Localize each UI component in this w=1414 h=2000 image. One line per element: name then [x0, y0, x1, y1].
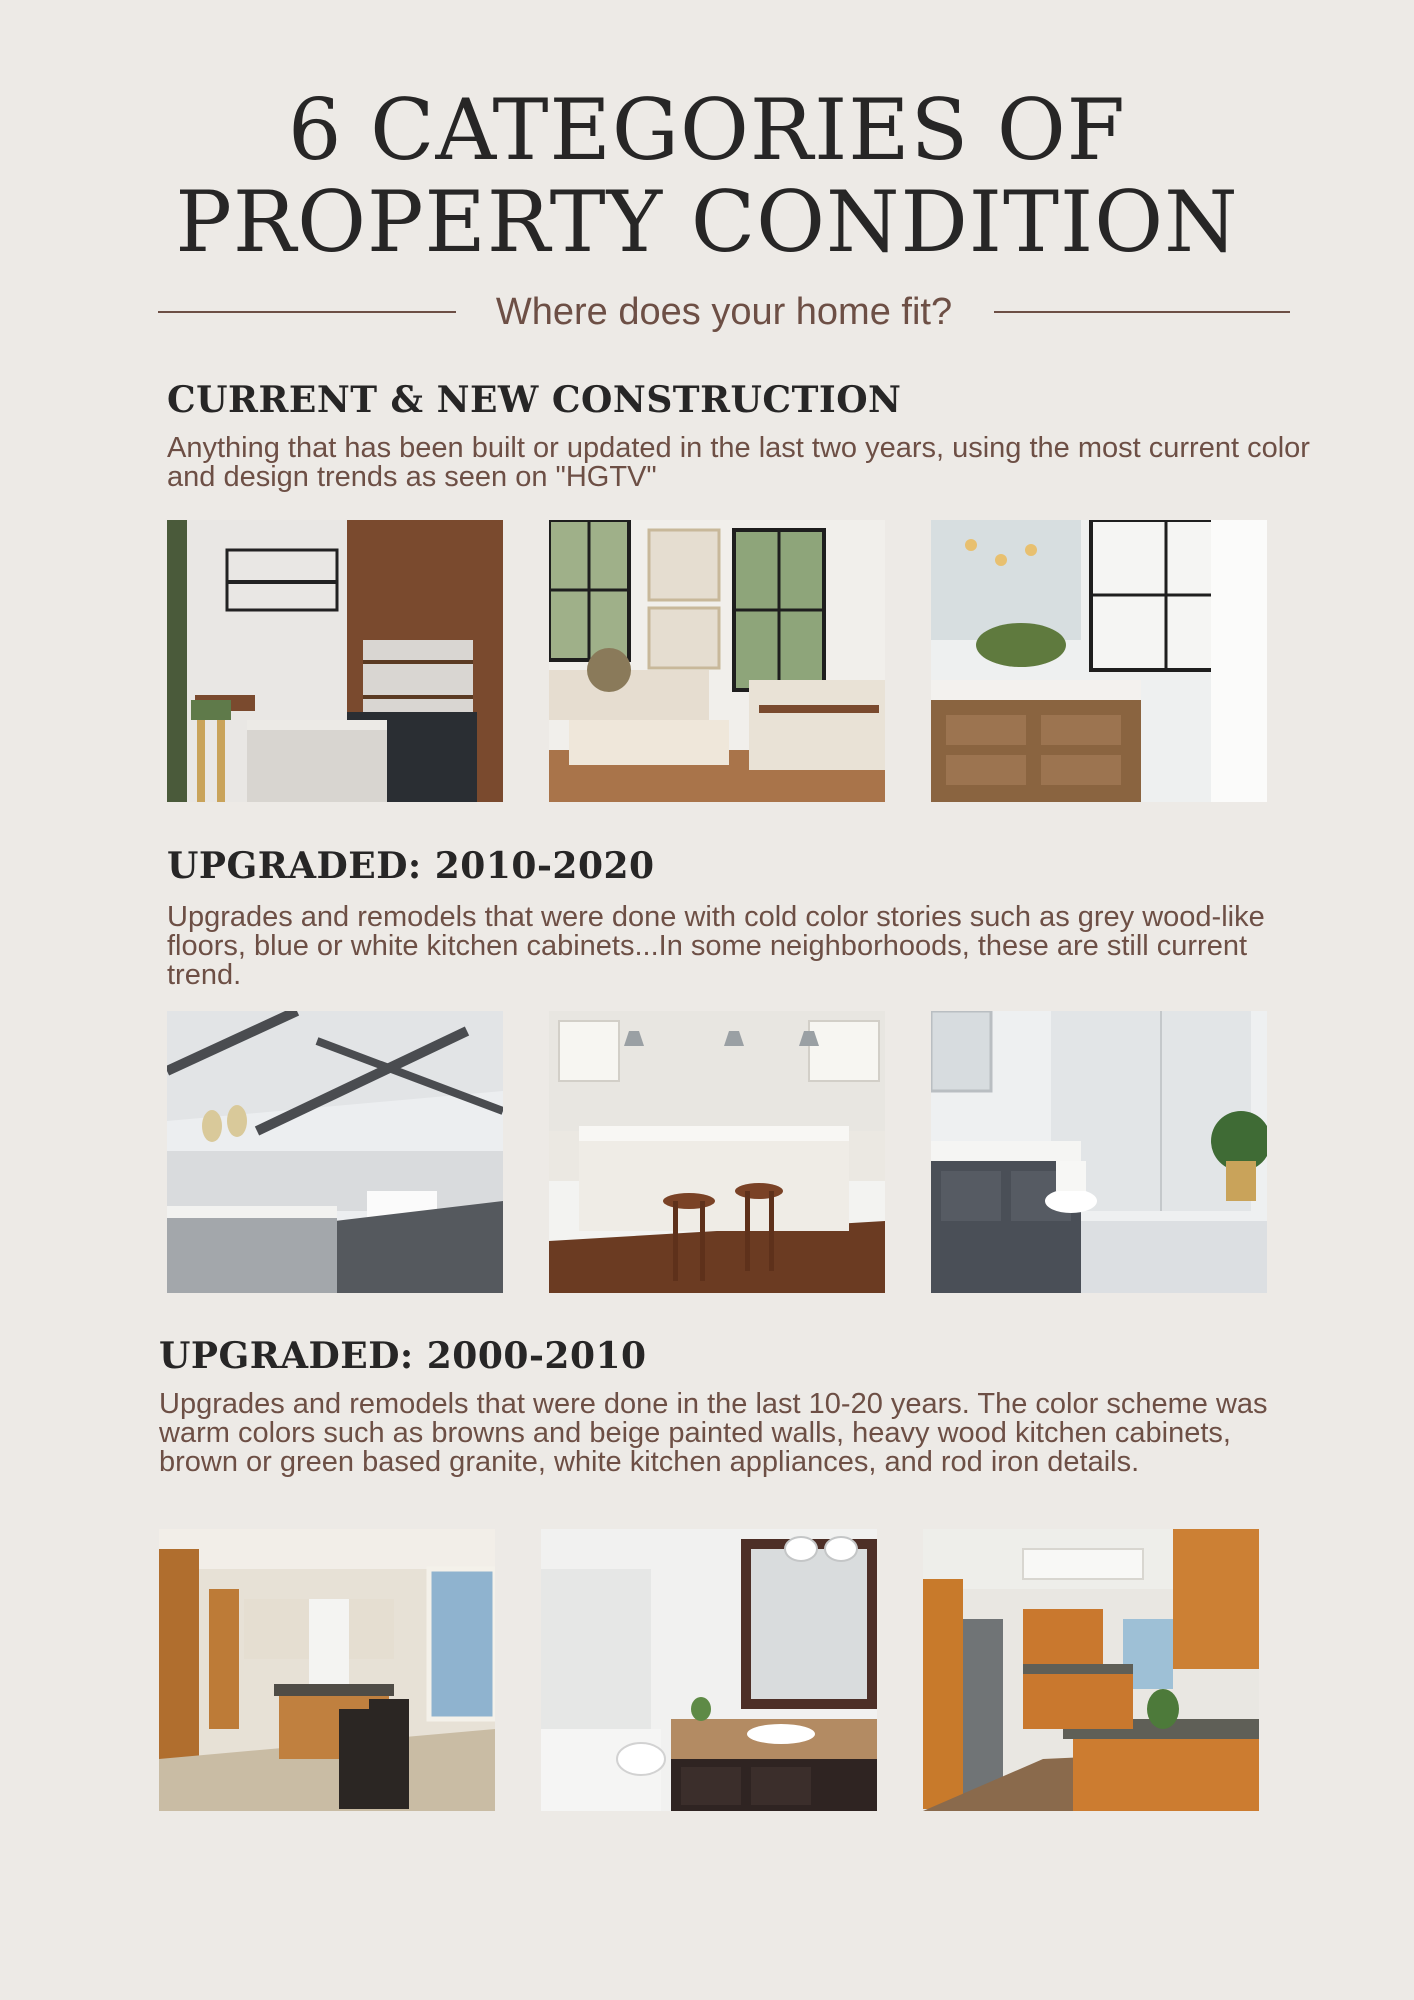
- title-line-1: 6 CATEGORIES OF: [288, 81, 1126, 179]
- subtitle-row: [158, 290, 1290, 334]
- granite-bathroom-photo: [541, 1529, 877, 1811]
- grey-vanity-bathroom-photo: [931, 1011, 1267, 1293]
- section-desc-2000-2010: Upgrades and remodels that were done in the last 10-20 years. The color scheme was warm colors such as browns and beige painted walls, heavy wood kitchen cabinets, brown or green based granite, white kitchen appliances, and rod iron details.: [159, 1388, 1268, 1478]
- white-kitchen-island-photo: [549, 1011, 885, 1293]
- modern-kitchen-photo: [167, 520, 503, 802]
- page-title: [0, 81, 1414, 271]
- title-line-2: PROPERTY CONDITION: [175, 173, 1239, 271]
- oak-kitchen-photo: [159, 1529, 495, 1811]
- subtitle: Where does your home fit?: [495, 291, 953, 333]
- section-desc-current-new: Anything that has been built or updated in the last two years, using the most current color and design trends as seen on "HGTV": [167, 432, 1310, 493]
- maple-kitchen-photo: [923, 1529, 1259, 1811]
- section-title-2000-2010: UPGRADED: 2000-2010: [159, 1335, 647, 1377]
- grey-open-kitchen-photo: [167, 1011, 503, 1293]
- modern-living-room-photo: [549, 520, 885, 802]
- section-title-2010-2020: UPGRADED: 2010-2020: [167, 845, 655, 887]
- section-desc-2010-2020: Upgrades and remodels that were done with cold color stories such as grey wood-like floors, blue or white kitchen cabinets...In some neighborhoods, these are still current trend.: [167, 901, 1265, 991]
- divider-right: [994, 311, 1290, 313]
- modern-bathroom-photo: [931, 520, 1267, 802]
- section-title-current-new: CURRENT & NEW CONSTRUCTION: [167, 379, 902, 421]
